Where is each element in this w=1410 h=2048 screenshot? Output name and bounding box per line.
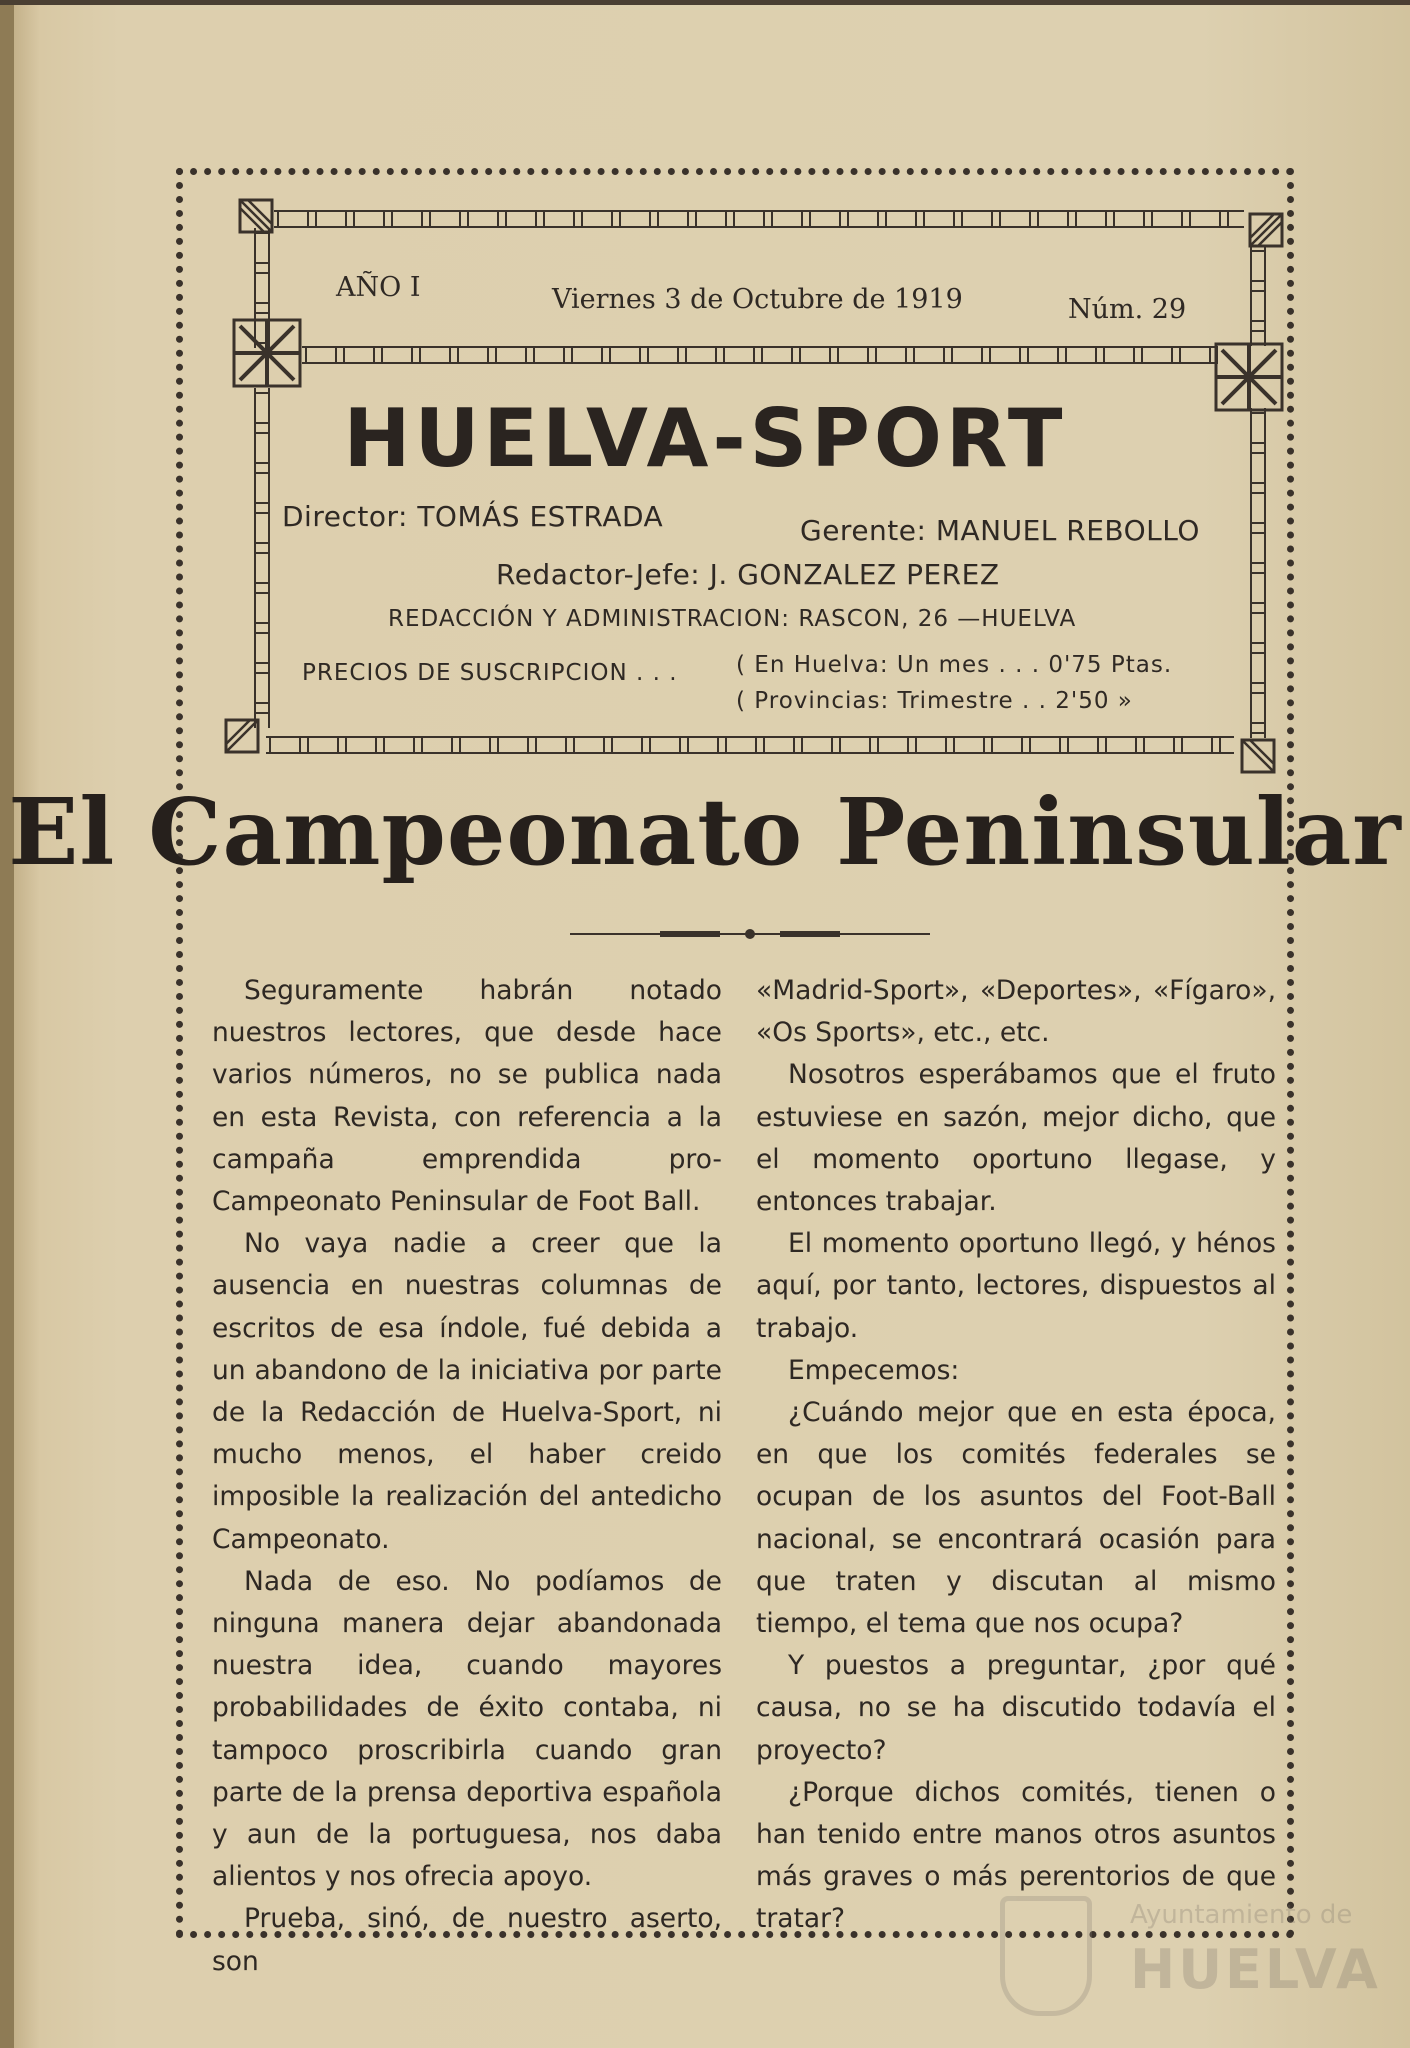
director-credit: Director: TOMÁS ESTRADA (282, 500, 664, 533)
article-paragraph: Y puestos a preguntar, ¿por qué causa, no se ha discutido todavía el proyecto? (756, 1650, 1276, 1766)
price-provinces: ( Provincias: Trimestre . . 2'50 » (736, 688, 1133, 714)
manager-credit: Gerente: MANUEL REBOLLO (800, 514, 1200, 547)
top-edge (0, 0, 1410, 5)
watermark-line1: Ayuntamiento de (1130, 1900, 1353, 1930)
corner-ornament-icon (238, 198, 274, 234)
chain-border-middle (302, 346, 1218, 364)
article-paragraph: Seguramente habrán notado nuestros lectores, que desde hace varios números, no se publica nada en esta Revista, con referencia a la campaña emprendida pro-Campeonato Peninsular de Foot Ball. (212, 975, 722, 1218)
article-paragraph: El momento oportuno llegó, y hénos aquí, por tanto, lectores, dispuestos al trabajo. (756, 1228, 1276, 1344)
archive-watermark (1000, 1890, 1381, 2040)
article-paragraph: Prueba, sinó, de nuestro aserto, son (212, 1903, 722, 1977)
corner-ornament-icon (1248, 212, 1284, 248)
subscription-label: PRECIOS DE SUSCRIPCION . . . (302, 660, 678, 686)
article-paragraph: No vaya nadie a creer que la ausencia en nuestras columnas de escritos de esa índole, fué debida a un abandono de la iniciativa por parte de la Redacción de Huelva-Sport, ni mucho menos, el haber creido imposible la realización del antedicho Campeonato. (212, 1228, 722, 1555)
corner-ornament-icon (1240, 738, 1276, 774)
corner-ornament-icon (224, 718, 260, 754)
article-column-left (212, 970, 722, 1983)
issue-number: Núm. 29 (1068, 294, 1187, 325)
chain-border-bottom (266, 736, 1234, 754)
coat-of-arms-icon (1000, 1896, 1092, 2016)
article-headline: El Campeonato Peninsular (8, 778, 1402, 886)
article-paragraph: ¿Cuándo mejor que en esta época, en que los comités federales se ocupan de los asuntos del Foot-Ball nacional, se encontrará ocasión para que traten y discutan al mismo tiempo, el tema que nos ocupa? (756, 1397, 1276, 1640)
article-paragraph: «Madrid-Sport», «Deportes», «Fígaro», «Os Sports», etc., etc. (756, 975, 1276, 1049)
rosette-ornament-icon (230, 316, 304, 390)
chain-border-right-upper (1250, 246, 1266, 346)
article-column-right (756, 970, 1276, 1941)
article-paragraph: Empecemos: (788, 1354, 960, 1386)
chief-editor-credit: Redactor-Jefe: J. GONZALEZ PEREZ (496, 558, 1000, 591)
price-local: ( En Huelva: Un mes . . . 0'75 Ptas. (736, 652, 1173, 678)
article-paragraph: Nosotros esperábamos que el fruto estuviese en sazón, mejor dicho, que el momento oportuno llegase, y entonces trabajar. (756, 1059, 1276, 1218)
binding-spine (0, 0, 14, 2048)
ornamental-rule (570, 928, 930, 940)
publication-title: HUELVA-SPORT (343, 392, 1067, 485)
issue-date: Viernes 3 de Octubre de 1919 (552, 284, 963, 315)
article-paragraph: Nada de eso. No podíamos de ninguna manera dejar abandonada nuestra idea, cuando mayores probabilidades de éxito contaba, ni tampoco proscribirla cuando gran parte de la prensa deportiva española y aun de la portuguesa, nos daba alientos y nos ofrecia apoyo. (212, 1565, 722, 1893)
editorial-address: REDACCIÓN Y ADMINISTRACION: RASCON, 26 —HUELVA (388, 606, 1077, 632)
watermark-line2: HUELVA (1130, 1938, 1381, 2001)
year-label: AÑO I (336, 272, 421, 303)
article-paragraph: ¿Porque dichos comités, tienen o han tenido entre manos otros asuntos más graves o más perentorios de que tratar? (756, 1776, 1276, 1935)
chain-border-top (274, 210, 1244, 228)
